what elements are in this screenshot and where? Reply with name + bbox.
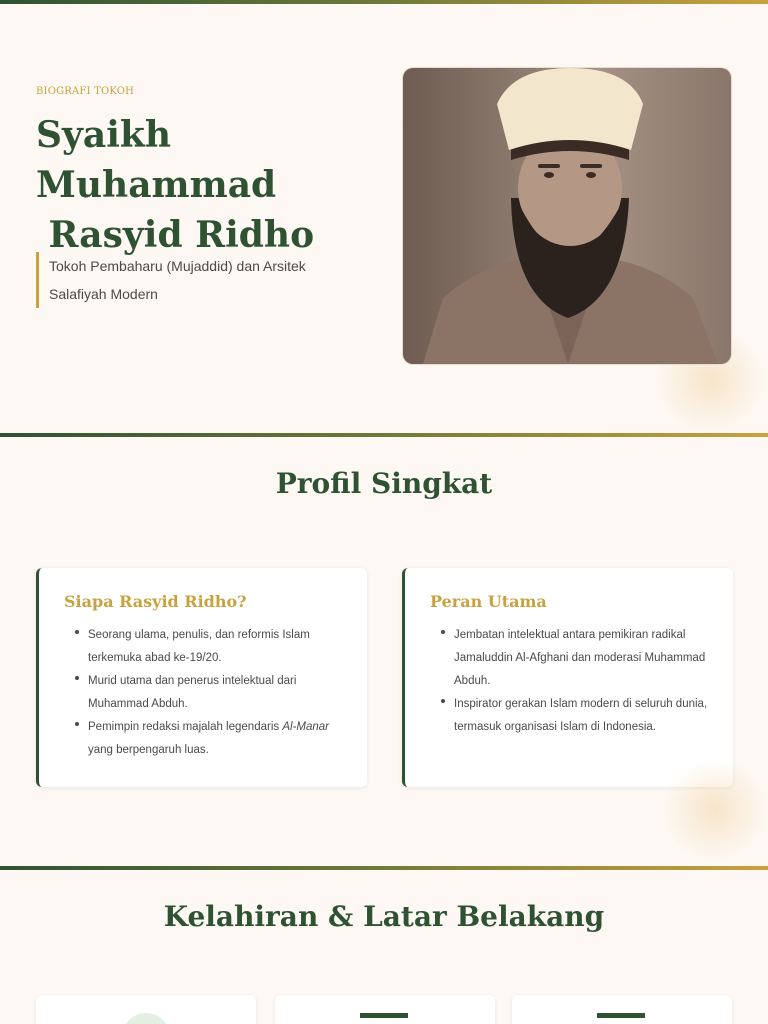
- card-heading: Siapa Rasyid Ridho?: [64, 592, 247, 611]
- portrait-photo: [403, 68, 731, 364]
- list-item: [75, 716, 357, 762]
- top-divider: [0, 0, 768, 4]
- list-item-text: yang berpengaruh luas.: [88, 744, 209, 756]
- hero-title-line: Syaikh: [36, 114, 172, 156]
- card-heading: Peran Utama: [430, 592, 547, 611]
- section-divider: [0, 433, 768, 437]
- hero-kicker: BIOGRAFI TOKOH: [36, 86, 135, 97]
- card-accent-bar: [597, 1013, 645, 1018]
- hero-title-line: Muhammad: [36, 164, 277, 206]
- list-item: Seorang ulama, penulis, dan reformis Islam terkemuka abad ke-19/20.: [75, 624, 357, 670]
- hero-title: [36, 110, 366, 260]
- section-divider: [0, 866, 768, 870]
- profile-card-who: [36, 568, 367, 787]
- list-item: Jembatan intelektual antara pemikiran radikal Jamaluddin Al-Afghani dan moderasi Muhammad Abduh.: [441, 624, 723, 693]
- background-card-2: [275, 995, 495, 1024]
- background-card-3: [512, 995, 732, 1024]
- magazine-name: Al-Manar: [282, 721, 329, 733]
- list-item: Inspirator gerakan Islam modern di seluruh dunia, termasuk organisasi Islam di Indonesia.: [441, 693, 723, 739]
- hero-tagline: Tokoh Pembaharu (Mujaddid) dan Arsitek Salafiyah Modern: [36, 252, 336, 308]
- hero-title-line: Rasyid Ridho: [36, 214, 315, 256]
- card-list: [75, 624, 357, 762]
- decorative-glow: [660, 760, 768, 860]
- profil-title: Profil Singkat: [275, 467, 493, 500]
- portrait-illustration: [403, 68, 731, 364]
- profile-card-role: [402, 568, 733, 787]
- list-item: Murid utama dan penerus intelektual dari Muhammad Abduh.: [75, 670, 357, 716]
- card-accent-bar: [360, 1013, 408, 1018]
- kelahiran-title: Kelahiran & Latar Belakang: [163, 900, 605, 933]
- card-list: [441, 624, 723, 739]
- background-card-1: [36, 995, 256, 1024]
- card-icon-circle: [122, 1013, 170, 1024]
- list-item-text: Pemimpin redaksi majalah legendaris: [88, 721, 283, 733]
